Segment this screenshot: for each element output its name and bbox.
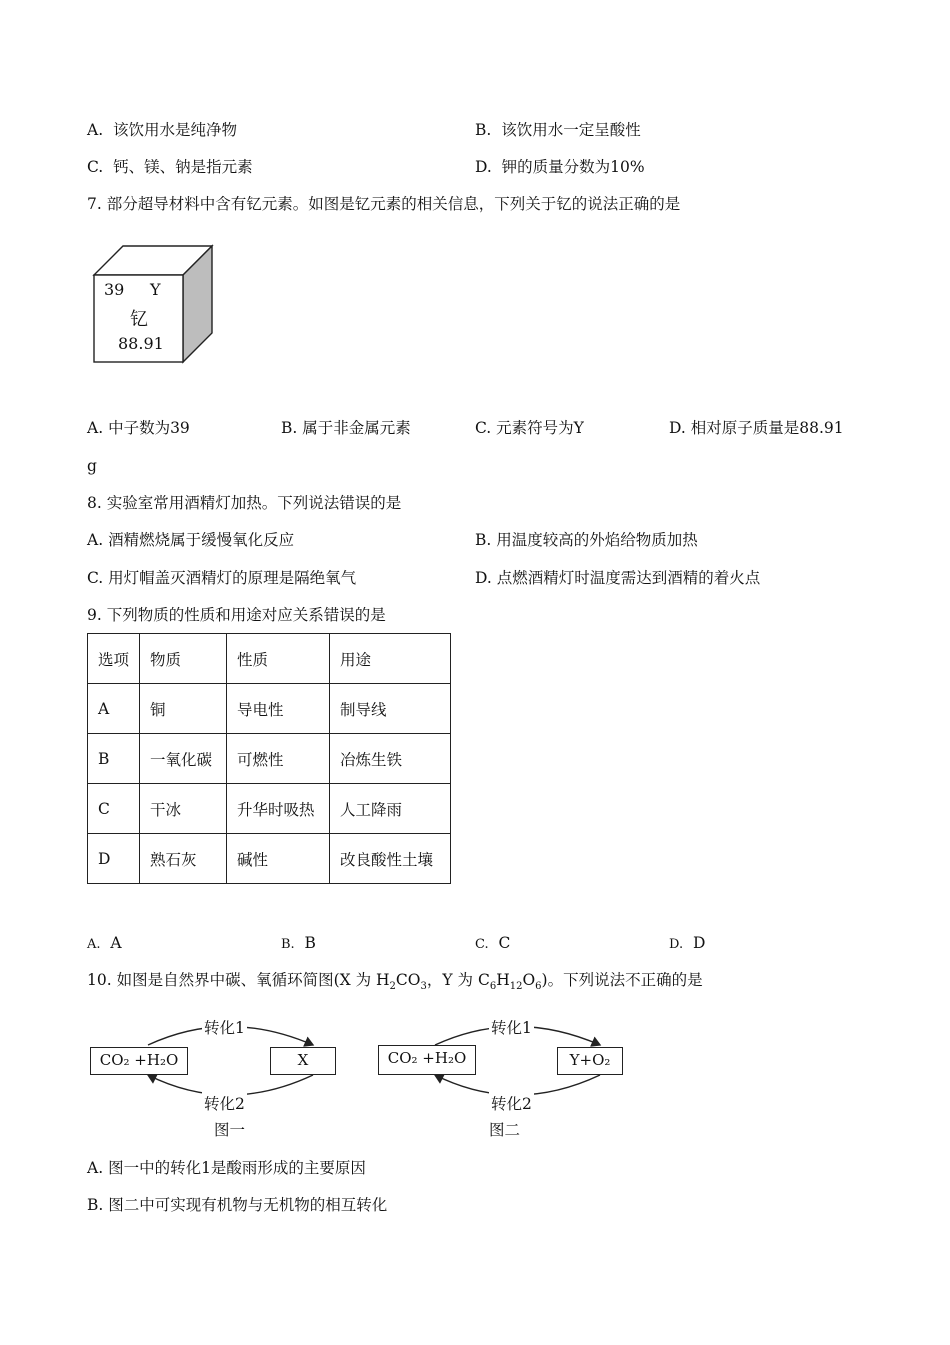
cycle2-left-box: CO₂ +H₂O xyxy=(378,1045,476,1075)
table-cell: 熟石灰 xyxy=(140,834,227,884)
q7-option-a: A. 中子数为39 xyxy=(87,419,190,437)
table-cell: D xyxy=(88,834,140,884)
q8-option-b: B. 用温度较高的外焰给物质加热 xyxy=(475,531,698,549)
table-cell: 干冰 xyxy=(140,784,227,834)
q6-option-d: D. 钾的质量分数为10% xyxy=(475,158,645,176)
table-row xyxy=(88,684,451,734)
q6-option-c: C. 钙、镁、钠是指元素 xyxy=(87,158,253,176)
table-cell: 升华时吸热 xyxy=(227,784,330,834)
table-cell: 人工降雨 xyxy=(330,784,451,834)
cycle1-right-box: X xyxy=(270,1047,336,1075)
table-row xyxy=(88,834,451,884)
table-cell: 冶炼生铁 xyxy=(330,734,451,784)
q8-option-c: C. 用灯帽盖灭酒精灯的原理是隔绝氧气 xyxy=(87,569,357,587)
table-cell: 碱性 xyxy=(227,834,330,884)
q7-stem: 7. 部分超导材料中含有钇元素。如图是钇元素的相关信息，下列关于钇的说法正确的是 xyxy=(87,195,681,213)
table-cell: 改良酸性土壤 xyxy=(330,834,451,884)
cycle1-top-label: 转化1 xyxy=(202,1016,247,1038)
table-row xyxy=(88,734,451,784)
q10-option-a: A. 图一中的转化1是酸雨形成的主要原因 xyxy=(87,1159,366,1177)
q9-option-b: B. B xyxy=(281,934,316,952)
element-cell-yttrium xyxy=(92,244,216,366)
cycle-diagram-1 xyxy=(88,1010,348,1140)
table-header-cell: 性质 xyxy=(227,634,330,684)
table-header-cell: 用途 xyxy=(330,634,451,684)
element-symbol: Y xyxy=(150,280,161,299)
table-header-cell: 选项 xyxy=(88,634,140,684)
table-cell: 导电性 xyxy=(227,684,330,734)
table-cell: B xyxy=(88,734,140,784)
table-cell: C xyxy=(88,784,140,834)
atomic-number: 39 xyxy=(104,280,125,299)
q9-option-a: A. A xyxy=(87,934,122,952)
q8-option-d: D. 点燃酒精灯时温度需达到酒精的着火点 xyxy=(475,569,761,587)
property-table xyxy=(87,633,451,884)
cycle-diagram-2 xyxy=(375,1010,635,1140)
q9-option-c: C. C xyxy=(475,934,511,952)
table-cell: 铜 xyxy=(140,684,227,734)
table-header-cell: 物质 xyxy=(140,634,227,684)
cycle1-caption: 图一 xyxy=(214,1121,246,1139)
table-header-row xyxy=(88,634,451,684)
table-row xyxy=(88,784,451,834)
element-name: 钇 xyxy=(130,309,148,330)
cycle1-left-box: CO₂ +H₂O xyxy=(90,1047,188,1075)
cycle2-top-label: 转化1 xyxy=(489,1016,534,1038)
q8-stem: 8. 实验室常用酒精灯加热。下列说法错误的是 xyxy=(87,494,402,512)
cycle2-bottom-label: 转化2 xyxy=(489,1092,534,1114)
q8-option-a: A. 酒精燃烧属于缓慢氧化反应 xyxy=(87,531,295,549)
q7-option-b: B. 属于非金属元素 xyxy=(281,419,411,437)
q7-option-d: D. 相对原子质量是88.91 xyxy=(669,419,844,437)
table-cell: 可燃性 xyxy=(227,734,330,784)
q9-option-d: D. D xyxy=(669,934,706,952)
q7-option-d-wrap: g xyxy=(87,457,97,475)
cycle2-caption: 图二 xyxy=(489,1121,521,1139)
table-cell: 一氧化碳 xyxy=(140,734,227,784)
q6-option-a: A. 该饮用水是纯净物 xyxy=(87,121,237,139)
q7-option-c: C. 元素符号为Y xyxy=(475,419,584,437)
cycle2-right-box: Y+O₂ xyxy=(557,1047,623,1075)
q6-option-b: B. 该饮用水一定呈酸性 xyxy=(475,121,641,139)
atomic-mass: 88.91 xyxy=(118,334,164,353)
q10-option-b: B. 图二中可实现有机物与无机物的相互转化 xyxy=(87,1196,388,1214)
q10-stem: 10. 如图是自然界中碳、氧循环简图(X 为 $H_2CO_3$，Y 为 $C_6H_{12}O_6$)。下列说法不正确的是 xyxy=(87,971,703,993)
table-cell: 制导线 xyxy=(330,684,451,734)
q9-stem: 9. 下列物质的性质和用途对应关系错误的是 xyxy=(87,606,386,624)
table-cell: A xyxy=(88,684,140,734)
cycle1-bottom-label: 转化2 xyxy=(202,1092,247,1114)
